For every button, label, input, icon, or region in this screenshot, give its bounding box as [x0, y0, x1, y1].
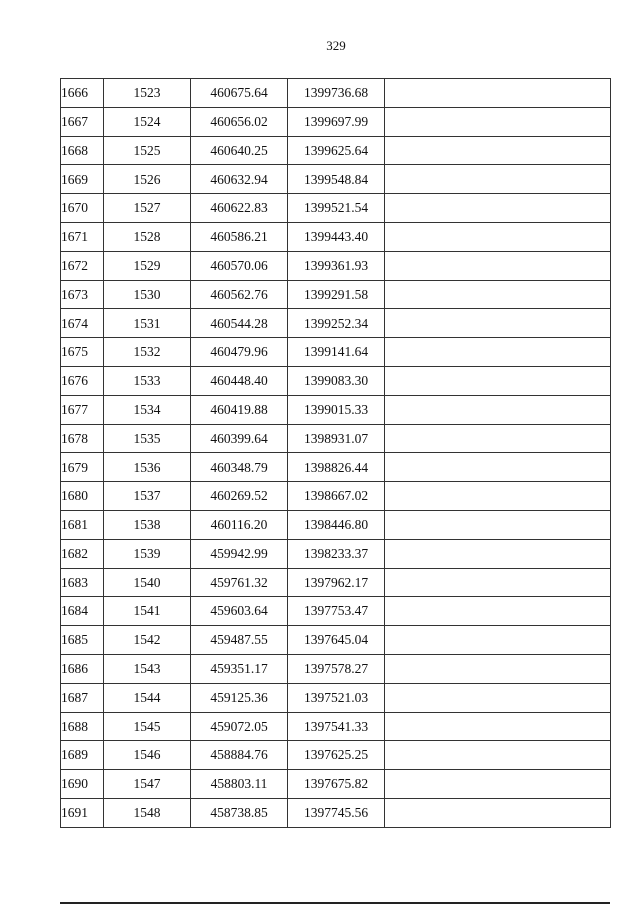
note-cell: [385, 626, 611, 655]
y-coordinate-cell: 1397578.27: [288, 654, 385, 683]
note-cell: [385, 654, 611, 683]
x-coordinate-cell: 460479.96: [191, 338, 288, 367]
note-cell: [385, 251, 611, 280]
table-row: [61, 482, 611, 511]
row-id-cell: 1673: [61, 280, 104, 309]
note-cell: [385, 683, 611, 712]
point-number-cell: 1532: [104, 338, 191, 367]
table-row: [61, 395, 611, 424]
table-row: [61, 798, 611, 827]
y-coordinate-cell: 1399083.30: [288, 366, 385, 395]
row-id-cell: 1689: [61, 741, 104, 770]
x-coordinate-cell: 460570.06: [191, 251, 288, 280]
point-number-cell: 1539: [104, 539, 191, 568]
y-coordinate-cell: 1398233.37: [288, 539, 385, 568]
row-id-cell: 1686: [61, 654, 104, 683]
point-number-cell: 1524: [104, 107, 191, 136]
note-cell: [385, 741, 611, 770]
row-id-cell: 1668: [61, 136, 104, 165]
table-row: [61, 683, 611, 712]
y-coordinate-cell: 1399015.33: [288, 395, 385, 424]
row-id-cell: 1667: [61, 107, 104, 136]
table-row: [61, 770, 611, 799]
row-id-cell: 1685: [61, 626, 104, 655]
x-coordinate-cell: 460116.20: [191, 510, 288, 539]
note-cell: [385, 194, 611, 223]
table-row: [61, 136, 611, 165]
point-number-cell: 1525: [104, 136, 191, 165]
y-coordinate-cell: 1399361.93: [288, 251, 385, 280]
table-row: [61, 453, 611, 482]
x-coordinate-cell: 458884.76: [191, 741, 288, 770]
note-cell: [385, 597, 611, 626]
point-number-cell: 1531: [104, 309, 191, 338]
point-number-cell: 1535: [104, 424, 191, 453]
note-cell: [385, 136, 611, 165]
x-coordinate-cell: 459942.99: [191, 539, 288, 568]
row-id-cell: 1682: [61, 539, 104, 568]
x-coordinate-cell: 460586.21: [191, 222, 288, 251]
y-coordinate-cell: 1399625.64: [288, 136, 385, 165]
table-body: [61, 79, 611, 828]
point-number-cell: 1545: [104, 712, 191, 741]
point-number-cell: 1536: [104, 453, 191, 482]
point-number-cell: 1546: [104, 741, 191, 770]
x-coordinate-cell: 458803.11: [191, 770, 288, 799]
row-id-cell: 1675: [61, 338, 104, 367]
y-coordinate-cell: 1399521.54: [288, 194, 385, 223]
x-coordinate-cell: 460419.88: [191, 395, 288, 424]
y-coordinate-cell: 1399141.64: [288, 338, 385, 367]
row-id-cell: 1676: [61, 366, 104, 395]
note-cell: [385, 453, 611, 482]
footer-divider: [60, 902, 610, 904]
x-coordinate-cell: 460448.40: [191, 366, 288, 395]
note-cell: [385, 222, 611, 251]
note-cell: [385, 770, 611, 799]
x-coordinate-cell: 460656.02: [191, 107, 288, 136]
point-number-cell: 1538: [104, 510, 191, 539]
y-coordinate-cell: 1399736.68: [288, 79, 385, 108]
note-cell: [385, 280, 611, 309]
x-coordinate-cell: 459072.05: [191, 712, 288, 741]
table-row: [61, 251, 611, 280]
row-id-cell: 1678: [61, 424, 104, 453]
note-cell: [385, 510, 611, 539]
y-coordinate-cell: 1397521.03: [288, 683, 385, 712]
row-id-cell: 1688: [61, 712, 104, 741]
x-coordinate-cell: 459761.32: [191, 568, 288, 597]
y-coordinate-cell: 1397962.17: [288, 568, 385, 597]
table-row: [61, 597, 611, 626]
note-cell: [385, 712, 611, 741]
x-coordinate-cell: 460348.79: [191, 453, 288, 482]
y-coordinate-cell: 1397645.04: [288, 626, 385, 655]
table-row: [61, 741, 611, 770]
note-cell: [385, 79, 611, 108]
point-number-cell: 1526: [104, 165, 191, 194]
note-cell: [385, 424, 611, 453]
table-row: [61, 338, 611, 367]
table-row: [61, 539, 611, 568]
point-number-cell: 1529: [104, 251, 191, 280]
table-row: [61, 280, 611, 309]
point-number-cell: 1547: [104, 770, 191, 799]
x-coordinate-cell: 459603.64: [191, 597, 288, 626]
row-id-cell: 1669: [61, 165, 104, 194]
row-id-cell: 1670: [61, 194, 104, 223]
y-coordinate-cell: 1398826.44: [288, 453, 385, 482]
page-number: 329: [326, 38, 346, 53]
y-coordinate-cell: 1397753.47: [288, 597, 385, 626]
point-number-cell: 1523: [104, 79, 191, 108]
y-coordinate-cell: 1397541.33: [288, 712, 385, 741]
x-coordinate-cell: 460562.76: [191, 280, 288, 309]
row-id-cell: 1684: [61, 597, 104, 626]
note-cell: [385, 107, 611, 136]
x-coordinate-cell: 459487.55: [191, 626, 288, 655]
y-coordinate-cell: 1399697.99: [288, 107, 385, 136]
point-number-cell: 1530: [104, 280, 191, 309]
row-id-cell: 1680: [61, 482, 104, 511]
row-id-cell: 1690: [61, 770, 104, 799]
x-coordinate-cell: 460622.83: [191, 194, 288, 223]
note-cell: [385, 338, 611, 367]
y-coordinate-cell: 1399252.34: [288, 309, 385, 338]
x-coordinate-cell: 460675.64: [191, 79, 288, 108]
row-id-cell: 1674: [61, 309, 104, 338]
note-cell: [385, 165, 611, 194]
point-number-cell: 1534: [104, 395, 191, 424]
point-number-cell: 1541: [104, 597, 191, 626]
x-coordinate-cell: 460640.25: [191, 136, 288, 165]
y-coordinate-cell: 1399443.40: [288, 222, 385, 251]
note-cell: [385, 395, 611, 424]
y-coordinate-cell: 1399548.84: [288, 165, 385, 194]
x-coordinate-cell: 460399.64: [191, 424, 288, 453]
coordinates-table: [60, 78, 611, 828]
table-row: [61, 626, 611, 655]
note-cell: [385, 366, 611, 395]
point-number-cell: 1533: [104, 366, 191, 395]
table-row: [61, 222, 611, 251]
table-row: [61, 568, 611, 597]
point-number-cell: 1540: [104, 568, 191, 597]
x-coordinate-cell: 459351.17: [191, 654, 288, 683]
table-row: [61, 510, 611, 539]
table-row: [61, 712, 611, 741]
y-coordinate-cell: 1398446.80: [288, 510, 385, 539]
point-number-cell: 1528: [104, 222, 191, 251]
y-coordinate-cell: 1398667.02: [288, 482, 385, 511]
x-coordinate-cell: 459125.36: [191, 683, 288, 712]
note-cell: [385, 309, 611, 338]
table-row: [61, 107, 611, 136]
table-row: [61, 424, 611, 453]
row-id-cell: 1681: [61, 510, 104, 539]
row-id-cell: 1679: [61, 453, 104, 482]
point-number-cell: 1537: [104, 482, 191, 511]
y-coordinate-cell: 1397625.25: [288, 741, 385, 770]
table-row: [61, 194, 611, 223]
note-cell: [385, 539, 611, 568]
table-row: [61, 309, 611, 338]
x-coordinate-cell: 458738.85: [191, 798, 288, 827]
note-cell: [385, 568, 611, 597]
row-id-cell: 1666: [61, 79, 104, 108]
point-number-cell: 1548: [104, 798, 191, 827]
x-coordinate-cell: 460544.28: [191, 309, 288, 338]
y-coordinate-cell: 1397745.56: [288, 798, 385, 827]
point-number-cell: 1542: [104, 626, 191, 655]
x-coordinate-cell: 460632.94: [191, 165, 288, 194]
table-row: [61, 654, 611, 683]
row-id-cell: 1677: [61, 395, 104, 424]
note-cell: [385, 482, 611, 511]
note-cell: [385, 798, 611, 827]
y-coordinate-cell: 1397675.82: [288, 770, 385, 799]
point-number-cell: 1544: [104, 683, 191, 712]
row-id-cell: 1671: [61, 222, 104, 251]
table-row: [61, 366, 611, 395]
y-coordinate-cell: 1399291.58: [288, 280, 385, 309]
table-row: [61, 79, 611, 108]
y-coordinate-cell: 1398931.07: [288, 424, 385, 453]
row-id-cell: 1683: [61, 568, 104, 597]
point-number-cell: 1543: [104, 654, 191, 683]
table-row: [61, 165, 611, 194]
row-id-cell: 1691: [61, 798, 104, 827]
x-coordinate-cell: 460269.52: [191, 482, 288, 511]
point-number-cell: 1527: [104, 194, 191, 223]
row-id-cell: 1687: [61, 683, 104, 712]
row-id-cell: 1672: [61, 251, 104, 280]
